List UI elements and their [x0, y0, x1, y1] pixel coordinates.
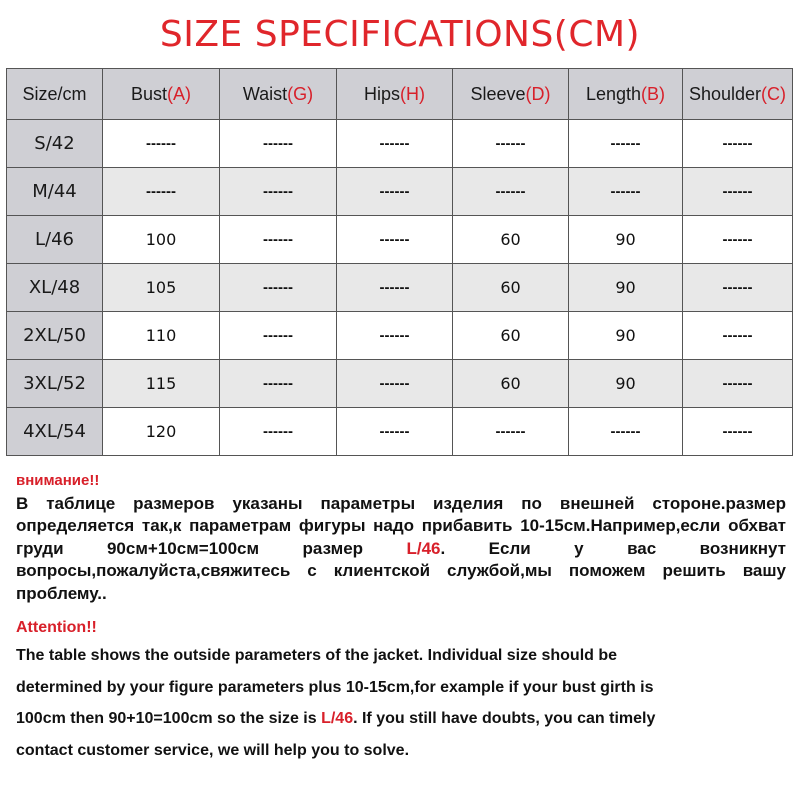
bust-cell: ------: [103, 168, 220, 216]
column-header-sleeve: [453, 69, 569, 120]
column-header-letter: (A): [167, 83, 192, 104]
hips-cell: ------: [337, 216, 453, 264]
column-header-shoulder: [683, 69, 793, 120]
size-cell: 2XL/50: [7, 312, 103, 360]
column-header-size-cm: [7, 69, 103, 120]
column-header-letter: (B): [641, 83, 666, 104]
length-cell: 90: [569, 264, 683, 312]
english-line-3: [16, 703, 796, 735]
table-row: [7, 120, 793, 168]
table-header-row: [7, 69, 793, 120]
english-line-4: contact customer service, we will help you to solve.: [16, 741, 410, 759]
russian-text-before: В таблице размеров указаны параметры изделия по внешней стороне.размер определяется так,к параметрам фигуры надо прибавить 10-15см.Например,если обхват груди 90см+10см=100см размер: [16, 493, 786, 558]
column-header-label: Length: [585, 83, 642, 104]
column-header-label: Shoulder: [688, 83, 762, 104]
shoulder-cell: ------: [683, 264, 793, 312]
russian-notice: [16, 470, 786, 605]
bust-cell: 115: [103, 360, 220, 408]
sleeve-cell: 60: [453, 216, 569, 264]
hips-cell: ------: [337, 360, 453, 408]
waist-cell: ------: [220, 312, 337, 360]
shoulder-cell: ------: [683, 312, 793, 360]
size-cell: XL/48: [7, 264, 103, 312]
length-cell: 90: [569, 360, 683, 408]
shoulder-cell: ------: [683, 360, 793, 408]
bust-cell: 120: [103, 408, 220, 456]
shoulder-cell: ------: [683, 168, 793, 216]
table-row: [7, 216, 793, 264]
english-size-highlight: L/46: [321, 710, 354, 727]
table-row: [7, 312, 793, 360]
bust-cell: ------: [103, 120, 220, 168]
column-header-letter: (H): [400, 83, 425, 104]
hips-cell: ------: [337, 168, 453, 216]
column-header-bust: [103, 69, 220, 120]
page-title: SIZE SPECIFICATIONS(CM): [159, 14, 641, 55]
length-cell: ------: [569, 120, 683, 168]
length-cell: ------: [569, 408, 683, 456]
sleeve-cell: 60: [453, 312, 569, 360]
table-row: [7, 264, 793, 312]
table-row: [7, 360, 793, 408]
bust-cell: 105: [103, 264, 220, 312]
table-row: [7, 408, 793, 456]
size-cell: 3XL/52: [7, 360, 103, 408]
sleeve-cell: ------: [453, 120, 569, 168]
sleeve-cell: ------: [453, 168, 569, 216]
column-header-label: Waist: [242, 83, 288, 104]
sleeve-cell: 60: [453, 264, 569, 312]
length-cell: ------: [569, 168, 683, 216]
size-cell: 4XL/54: [7, 408, 103, 456]
shoulder-cell: ------: [683, 120, 793, 168]
waist-cell: ------: [220, 168, 337, 216]
column-header-label: Sleeve: [470, 83, 526, 104]
hips-cell: ------: [337, 120, 453, 168]
bust-cell: 100: [103, 216, 220, 264]
column-header-letter: (G): [287, 83, 314, 104]
english-heading: Attention!!: [16, 619, 97, 636]
waist-cell: ------: [220, 216, 337, 264]
russian-heading: внимание!!: [16, 472, 100, 489]
hips-cell: ------: [337, 408, 453, 456]
english-line-3-before: 100cm then 90+10=100cm so the size is: [16, 710, 322, 727]
column-header-label: Size/cm: [22, 83, 87, 104]
column-header-length: [569, 69, 683, 120]
waist-cell: ------: [220, 408, 337, 456]
sleeve-cell: ------: [453, 408, 569, 456]
column-header-label: Bust: [130, 83, 168, 104]
waist-cell: ------: [220, 120, 337, 168]
english-line-1: The table shows the outside parameters of the jacket. Individual size should be: [16, 647, 618, 664]
column-header-hips: [337, 69, 453, 120]
column-header-label: Hips: [363, 83, 400, 104]
english-line-3-after: . If you still have doubts, you can timely: [353, 710, 656, 727]
table-row: [7, 168, 793, 216]
column-header-letter: (C): [761, 83, 787, 104]
waist-cell: ------: [220, 264, 337, 312]
length-cell: 90: [569, 312, 683, 360]
column-header-letter: (D): [525, 83, 551, 104]
english-line-2: determined by your figure parameters plus 10-15cm,for example if your bust girth is: [16, 678, 654, 696]
size-table: [6, 68, 793, 456]
size-cell: L/46: [7, 216, 103, 264]
russian-text: [16, 493, 786, 606]
sleeve-cell: 60: [453, 360, 569, 408]
shoulder-cell: ------: [683, 408, 793, 456]
russian-size-highlight: L/46: [406, 538, 441, 558]
size-cell: M/44: [7, 168, 103, 216]
size-cell: S/42: [7, 120, 103, 168]
russian-text-after: . Если у вас возникнут вопросы,пожалуйста,свяжитесь с клиентской службой,мы поможем решить вашу проблему..: [16, 538, 786, 603]
bust-cell: 110: [103, 312, 220, 360]
column-header-waist: [220, 69, 337, 120]
waist-cell: ------: [220, 360, 337, 408]
hips-cell: ------: [337, 264, 453, 312]
hips-cell: ------: [337, 312, 453, 360]
shoulder-cell: ------: [683, 216, 793, 264]
english-notice: [16, 616, 796, 766]
length-cell: 90: [569, 216, 683, 264]
